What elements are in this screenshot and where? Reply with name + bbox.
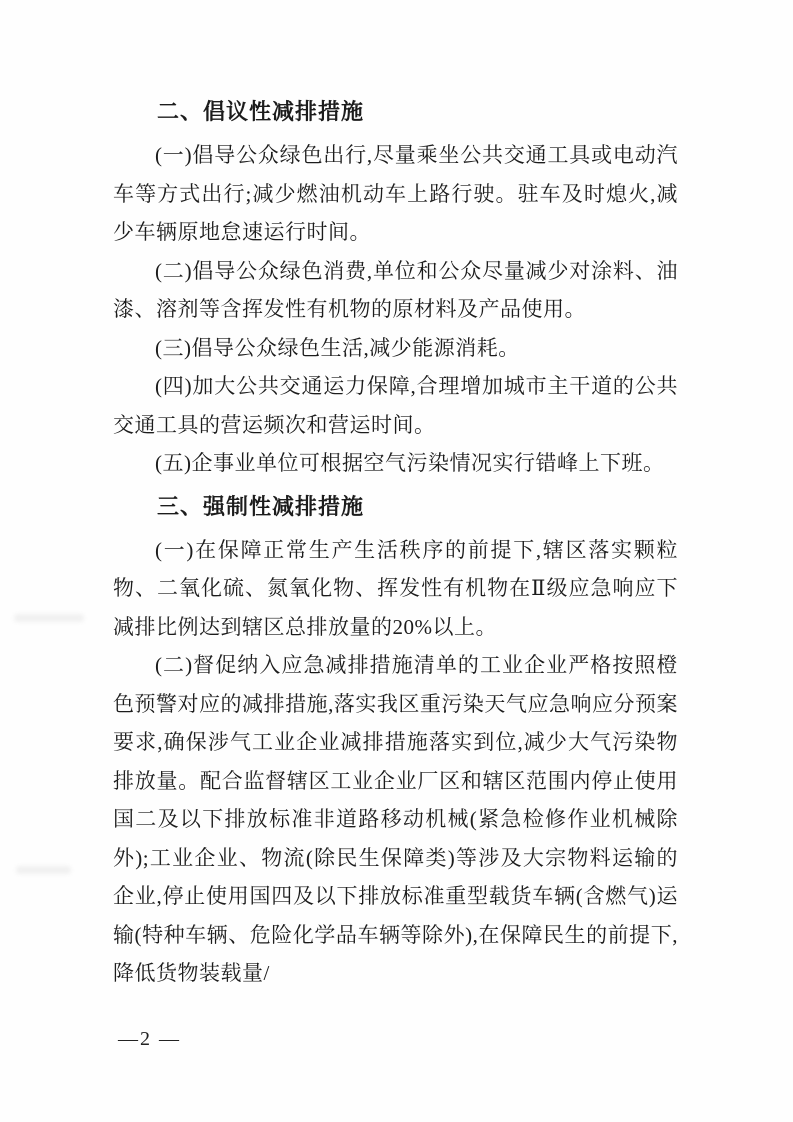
- paragraph-advocacy-1: (一)倡导公众绿色出行,尽量乘坐公共交通工具或电动汽车等方式出行;减少燃油机动车上路行驶。驻车及时熄火,减少车辆原地怠速运行时间。: [113, 143, 678, 244]
- paragraph-mandatory-1: (一)在保障正常生产生活秩序的前提下,辖区落实颗粒物、二氧化硫、氮氧化物、挥发性有机物在Ⅱ级应急响应下减排比例达到辖区总排放量的20%以上。: [113, 537, 678, 639]
- document-body: [113, 88, 678, 993]
- scan-artifact: [16, 866, 71, 874]
- page-number: —2 —: [118, 1028, 181, 1050]
- paragraph-advocacy-3: (三)倡导公众绿色生活,减少能源消耗。: [155, 335, 520, 360]
- paragraph-advocacy-4: (四)加大公共交通运力保障,合理增加城市主干道的公共交通工具的营运频次和营运时间。: [113, 374, 678, 437]
- paragraph-mandatory-2: (二)督促纳入应急减排措施清单的工业企业严格按照橙色预警对应的减排措施,落实我区重污染天气应急响应分预案要求,确保涉气工业企业减排措施落实到位,减少大气污染物排放量。配合监督辖区工业企业厂区和辖区范围内停止使用国二及以下排放标准非道路移动机械(紧急检修作业机械除外);工业企业、物流(除民生保障类)等涉及大宗物料运输的企业,停止使用国四及以下排放标准重型载货车辆(含燃气)运输(特种车辆、危险化学品车辆等除外),在保障民生的前提下,降低货物装载量/: [113, 653, 678, 985]
- section-heading-mandatory-measures: 三、强制性减排措施: [157, 493, 365, 519]
- scan-artifact: [14, 614, 84, 622]
- paragraph-advocacy-5: (五)企事业单位可根据空气污染情况实行错峰上下班。: [155, 451, 665, 475]
- section-heading-advocacy-measures: 二、倡议性减排措施: [157, 99, 365, 124]
- paragraph-advocacy-2: (二)倡导公众绿色消费,单位和公众尽量减少对涂料、油漆、溶剂等含挥发性有机物的原材料及产品使用。: [113, 258, 678, 321]
